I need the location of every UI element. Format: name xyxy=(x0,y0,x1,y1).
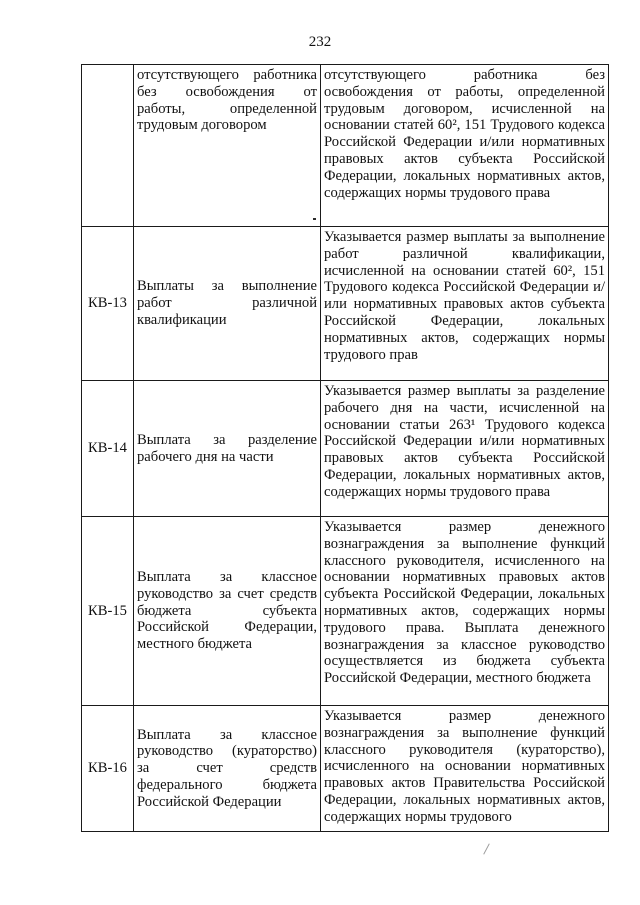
code-cell: КВ-15 xyxy=(82,517,134,706)
table-row xyxy=(82,706,609,832)
description-cell: отсутствующего работника без освобождения от работы, определенной трудовым договором, исчисленной на основании статей 60², 151 Трудового кодекса Российской Федерации и/или нормативных правовых актов субъекта Российской Федерации, локальных нормативных актов, содержащих нормы трудового права xyxy=(321,65,609,227)
table-row xyxy=(82,65,609,227)
code-cell: КВ-16 xyxy=(82,706,134,832)
payment-name-cell: Выплата за классное руководство (кураторство) за счет средств федерального бюджета Российской Федерации xyxy=(134,706,321,832)
payment-name-cell: Выплаты за выполнение работ различной квалификации xyxy=(134,227,321,381)
code-cell: КВ-13 xyxy=(82,227,134,381)
table-row xyxy=(82,381,609,517)
page-number: 232 xyxy=(308,34,332,50)
scan-mark xyxy=(313,218,316,220)
code-cell xyxy=(82,65,134,227)
payment-codes-table xyxy=(81,64,609,832)
table-row xyxy=(82,517,609,706)
scan-mark xyxy=(483,843,490,854)
description-cell: Указывается размер выплаты за выполнение работ различной квалификации, исчисленной на основании статей 60², 151 Трудового кодекса Российской Федерации и/или нормативных правовых актов субъекта Российской Федерации, локальных нормативных актов, содержащих нормы трудового прав xyxy=(321,227,609,381)
payment-name-cell: Выплата за классное руководство за счет средств бюджета субъекта Российской Федерации, местного бюджета xyxy=(134,517,321,706)
description-cell: Указывается размер выплаты за разделение рабочего дня на части, исчисленной на основании статьи 263¹ Трудового кодекса Российской Федерации и/или нормативных правовых актов субъекта Российской Федерации, локальных нормативных актов, содержащих нормы трудового права xyxy=(321,381,609,517)
description-cell: Указывается размер денежного вознаграждения за выполнение функций классного руководителя (кураторство), исчисленного на основании нормативных правовых актов Правительства Российской Федерации, локальных нормативных актов, содержащих нормы трудового xyxy=(321,706,609,832)
payment-name-cell: отсутствующего работника без освобождения от работы, определенной трудовым договором xyxy=(134,65,321,227)
description-cell: Указывается размер денежного вознаграждения за выполнение функций классного руководителя, исчисленного на основании нормативных правовых актов субъекта Российской Федерации, локальных нормативных актов, содержащих нормы трудового права. Выплата денежного вознаграждения за классное руководство осуществляется из бюджета субъекта Российской Федерации, местного бюджета xyxy=(321,517,609,706)
table-row xyxy=(82,227,609,381)
payment-name-cell: Выплата за разделение рабочего дня на части xyxy=(134,381,321,517)
code-cell: КВ-14 xyxy=(82,381,134,517)
